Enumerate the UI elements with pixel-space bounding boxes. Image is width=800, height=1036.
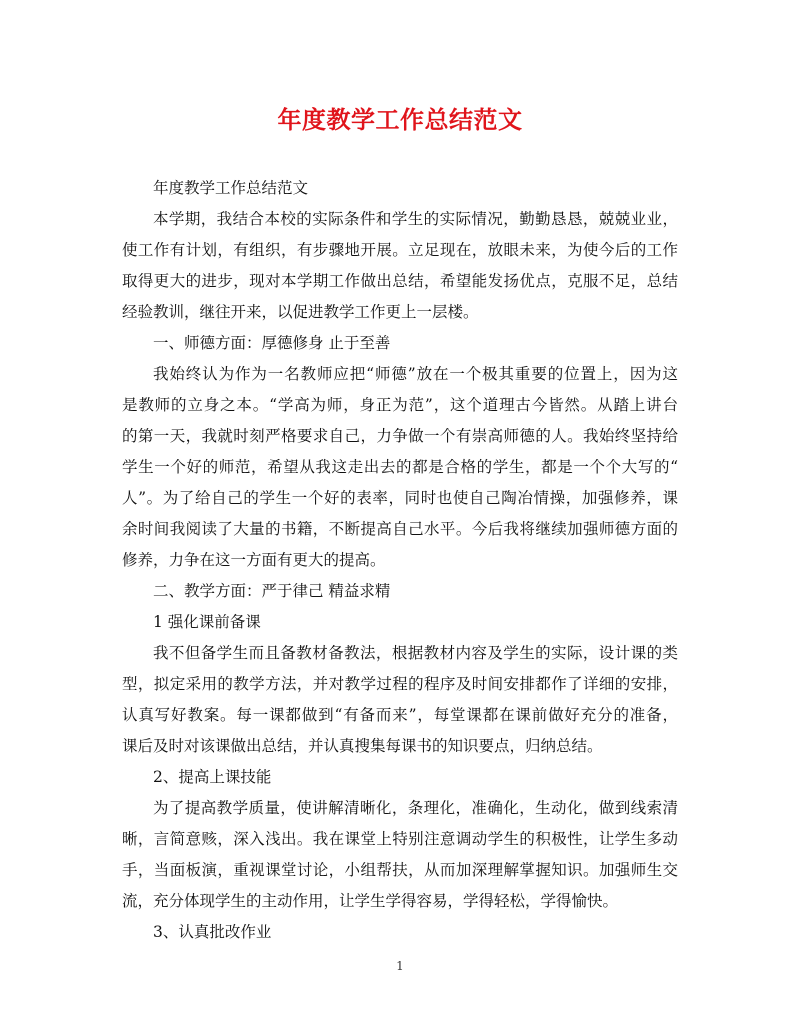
subsection-heading: 2、提高上课技能 bbox=[153, 768, 272, 786]
paragraph-line: 取得更大的进步，现对本学期工作做出总结，希望能发扬优点，克服不足，总结 bbox=[122, 272, 678, 290]
paragraph-line: 课后及时对该课做出总结，并认真搜集每课书的知识要点，归纳总结。 bbox=[122, 737, 603, 755]
subsection-heading: 1 强化课前备课 bbox=[153, 613, 261, 631]
paragraph-line: 的第一天，我就时刻严格要求自己，力争做一个有崇高师德的人。我始终坚持给 bbox=[122, 427, 678, 445]
paragraph-line: 学生一个好的师范，希望从我这走出去的都是合格的学生，都是一个个大写的“ bbox=[122, 458, 678, 476]
paragraph-line: 型，拟定采用的教学方法，并对教学过程的程序及时间安排都作了详细的安排， bbox=[122, 675, 678, 693]
page-number: 1 bbox=[396, 959, 404, 973]
section-heading: 二、教学方面：严于律己 精益求精 bbox=[153, 582, 391, 600]
subsection-heading: 3、认真批改作业 bbox=[153, 923, 272, 941]
paragraph-heading: 年度教学工作总结范文 bbox=[153, 179, 309, 197]
paragraph-line: 余时间我阅读了大量的书籍，不断提高自己水平。今后我将继续加强师德方面的 bbox=[122, 520, 678, 538]
document-title: 年度教学工作总结范文 bbox=[277, 105, 523, 134]
paragraph-line: 修养，力争在这一方面有更大的提高。 bbox=[122, 551, 386, 569]
paragraph-line: 认真写好教案。每一课都做到“有备而来”，每堂课都在课前做好充分的准备， bbox=[122, 706, 678, 724]
paragraph-line: 我不但备学生而且备教材备教法，根据教材内容及学生的实际，设计课的类 bbox=[153, 644, 678, 662]
paragraph-line: 是教师的立身之本。“学高为师，身正为范”，这个道理古今皆然。从踏上讲台 bbox=[122, 396, 678, 414]
section-heading: 一、师德方面：厚德修身 止于至善 bbox=[153, 334, 391, 352]
paragraph-line: 本学期，我结合本校的实际条件和学生的实际情况，勤勤恳恳，兢兢业业， bbox=[153, 210, 678, 228]
document-body bbox=[122, 175, 678, 950]
paragraph-line: 使工作有计划，有组织，有步骤地开展。立足现在，放眼未来，为使今后的工作 bbox=[122, 241, 678, 259]
paragraph-line: 晰，言简意赅，深入浅出。我在课堂上特别注意调动学生的积极性，让学生多动 bbox=[122, 830, 678, 848]
paragraph-line: 经验教训，继往开来，以促进教学工作更上一层楼。 bbox=[122, 303, 479, 321]
paragraph-line: 手，当面板演，重视课堂讨论，小组帮扶，从而加深理解掌握知识。加强师生交 bbox=[122, 861, 678, 879]
paragraph-line: 人”。为了给自己的学生一个好的表率，同时也使自己陶冶情操，加强修养，课 bbox=[122, 489, 678, 507]
paragraph-line: 我始终认为作为一名教师应把“师德”放在一个极其重要的位置上，因为这 bbox=[153, 365, 678, 383]
paragraph-line: 流，充分体现学生的主动作用，让学生学得容易，学得轻松，学得愉快。 bbox=[122, 892, 619, 910]
paragraph-line: 为了提高教学质量，使讲解清晰化，条理化，准确化，生动化，做到线索清 bbox=[153, 799, 678, 817]
